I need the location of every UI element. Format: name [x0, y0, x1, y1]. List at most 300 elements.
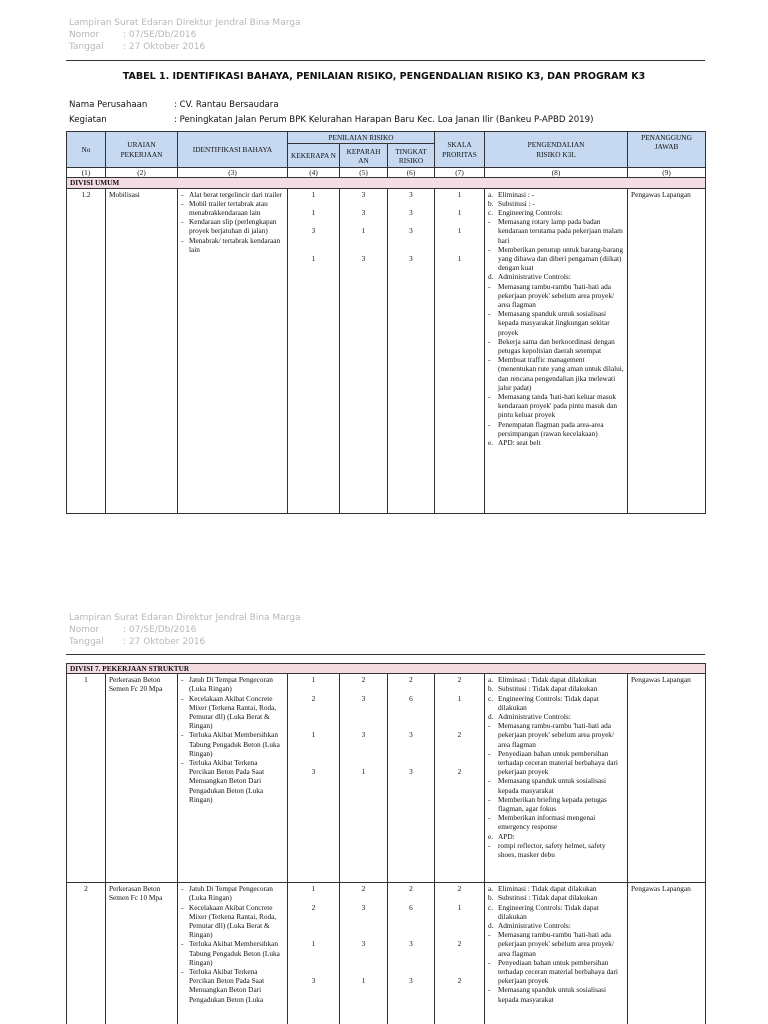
control-item — [488, 841, 624, 859]
score-value — [391, 740, 431, 749]
score-value — [291, 749, 336, 758]
control-text: Bekerja sama dan berkoordinasi dengan petugas kepolisian daerah setempat — [498, 336, 615, 356]
control-marker: - — [488, 309, 491, 319]
score-value: 3 — [361, 189, 366, 199]
score-value: 3 — [409, 253, 413, 263]
control-marker: - — [488, 813, 491, 823]
header-tanggal-label: Tanggal — [69, 42, 104, 52]
col-number: (9) — [628, 168, 706, 178]
table-row — [67, 188, 706, 513]
score-value: 1 — [311, 730, 316, 740]
row-keparahan — [340, 188, 388, 513]
score-value — [438, 684, 481, 693]
score-value: 1 — [457, 253, 462, 263]
activity-label: Kegiatan — [69, 115, 107, 125]
control-item — [488, 958, 624, 986]
control-marker: - — [488, 281, 491, 291]
col-number: (5) — [340, 168, 388, 178]
score-value — [291, 740, 336, 749]
score-value: 2 — [361, 884, 366, 894]
score-value — [291, 245, 336, 254]
score-value — [343, 217, 384, 226]
control-marker: a. — [488, 884, 494, 894]
header-nomor-value: : 07/SE/Db/2016 — [123, 625, 197, 635]
col-number: (8) — [485, 168, 628, 178]
score-value — [391, 958, 431, 967]
score-value: 2 — [361, 675, 366, 685]
control-marker: - — [488, 721, 491, 731]
doc-header-page1 — [69, 17, 300, 53]
row-no: 2 — [67, 883, 106, 1024]
control-text: Memasang spanduk untuk sosialisasi kepada masyarakat lingkungan sekitar proyek — [498, 309, 610, 337]
control-item — [488, 694, 624, 712]
control-item — [488, 245, 624, 273]
header-tanggal-value: : 27 Oktober 2016 — [123, 637, 206, 647]
score-value — [291, 949, 336, 958]
score-value: 1 — [311, 884, 316, 894]
header-line1: Lampiran Surat Edaran Direktur Jendral Bina Marga — [69, 613, 301, 623]
hazard-item: - Kecelakaan Akibat Concrete Mixer (Terkena Rantai, Roda, Pemutar dll) (Luka Berat & Ringan) — [181, 903, 284, 940]
control-text: Substitusi : - — [498, 198, 535, 208]
row-kekerapan — [288, 883, 340, 1024]
control-item — [488, 309, 624, 337]
score-value: 1 — [457, 208, 462, 217]
col-number: (1) — [67, 168, 106, 178]
row-no: 1 — [67, 674, 106, 883]
control-item — [488, 893, 624, 902]
header-line1: Lampiran Surat Edaran Direktur Jendral Bina Marga — [69, 18, 301, 28]
score-value — [438, 758, 481, 767]
score-value — [391, 949, 431, 958]
col-skala-header: SKALA PRORITAS — [435, 132, 485, 168]
score-value — [291, 721, 336, 730]
col-penanggung-header: PENANGGUNG JAWAB — [628, 132, 706, 168]
score-value — [391, 930, 431, 939]
score-value — [391, 199, 431, 208]
score-value — [438, 217, 481, 226]
control-text: Memasang rambu-rambu 'hati-hati ada pekerjaan proyek' sebelum area proyek/ area flagman — [498, 930, 614, 958]
score-value — [438, 245, 481, 254]
score-value — [291, 930, 336, 939]
control-item — [488, 208, 624, 217]
control-text: Memasang spanduk untuk sosialisasi kepada masyarakat — [498, 776, 607, 795]
division-row — [67, 178, 706, 188]
score-value — [391, 245, 431, 254]
score-value — [343, 893, 384, 902]
row-tingkat — [388, 883, 435, 1024]
score-value: 3 — [361, 939, 366, 949]
score-value — [438, 712, 481, 721]
row-skala — [435, 883, 485, 1024]
col-uraian-header: URAIAN PEKERJAAN — [106, 132, 178, 168]
score-value — [391, 721, 431, 730]
score-value — [438, 749, 481, 758]
score-value — [343, 949, 384, 958]
control-item — [488, 199, 624, 208]
control-item — [488, 420, 624, 438]
score-value — [391, 967, 431, 976]
control-marker: d. — [488, 272, 494, 282]
row-keparahan — [340, 883, 388, 1024]
hazard-item: - Kendaraan slip (perlengkapan proyek berjatuhan di jalan) — [181, 217, 284, 235]
control-marker: - — [488, 930, 491, 940]
score-value: 3 — [409, 189, 413, 199]
row-tingkat — [388, 188, 435, 513]
score-value — [438, 199, 481, 208]
control-text: Engineering Controls: Tidak dapat dilakukan — [498, 693, 599, 712]
hazard-item: - Alat berat tergelincir dari trailer — [181, 190, 284, 199]
control-text: Penyediaan bahan untuk pembersihan terhadap ceceran material berbahaya dari pekerjaan proyek — [498, 957, 618, 986]
score-value: 2 — [311, 902, 316, 912]
control-marker: e. — [488, 831, 494, 841]
score-value: 3 — [409, 976, 413, 986]
score-value: 1 — [311, 208, 316, 217]
score-value: 2 — [457, 730, 462, 740]
score-value: 1 — [457, 902, 462, 912]
score-value: 6 — [409, 902, 413, 912]
control-item — [488, 337, 624, 355]
score-value: 6 — [409, 693, 413, 703]
control-text: Membuat traffic management (menentukan rute yang aman untuk dilalui, dan rencana pengendalian jika melewati jalur padat) — [498, 355, 624, 392]
control-text: Engineering Controls: — [498, 208, 563, 218]
company-label: Nama Perusahaan — [69, 100, 148, 110]
control-marker: - — [488, 957, 491, 967]
score-value — [438, 967, 481, 976]
control-marker: - — [488, 840, 491, 850]
score-value: 3 — [361, 730, 366, 740]
control-marker: b. — [488, 684, 494, 694]
score-value: 3 — [311, 767, 316, 777]
score-value — [343, 749, 384, 758]
score-value — [343, 740, 384, 749]
control-item — [488, 813, 624, 831]
control-text: Substitusi : Tidak dapat dilakukan — [498, 893, 598, 903]
hazard-item: - Terluka Akibat Terkena Percikan Beton Pada Saat Menuangkan Beton Dari Pengadukan Beton (Luka — [181, 967, 284, 1004]
score-value — [343, 199, 384, 208]
control-item — [488, 776, 624, 794]
score-value — [343, 958, 384, 967]
score-value: 1 — [311, 189, 316, 199]
control-marker: b. — [488, 893, 494, 903]
division-row — [67, 664, 706, 674]
score-value: 2 — [409, 675, 413, 685]
table-row — [67, 674, 706, 883]
column-number-row — [67, 168, 706, 178]
hazard-item: - Menabrak/ tertabrak kendaraan lain — [181, 236, 284, 254]
control-item — [488, 392, 624, 420]
control-item — [488, 355, 624, 392]
hazard-item: - Jatuh Di Tempat Pengecoran (Luka Ringan) — [181, 675, 284, 693]
score-value — [391, 758, 431, 767]
score-value: 3 — [361, 693, 366, 703]
row-controls — [485, 883, 628, 1024]
doc-header-page2 — [69, 612, 300, 648]
score-value: 1 — [311, 675, 316, 685]
score-value — [343, 721, 384, 730]
control-marker: - — [488, 419, 491, 429]
score-value — [291, 236, 336, 245]
score-value — [391, 684, 431, 693]
score-value — [291, 712, 336, 721]
score-value — [343, 912, 384, 921]
control-marker: - — [488, 748, 491, 758]
header-nomor-label: Nomor — [69, 625, 100, 635]
control-marker: - — [488, 244, 491, 254]
row-hazards — [178, 883, 288, 1024]
score-value — [391, 236, 431, 245]
row-tingkat — [388, 674, 435, 883]
activity-line — [69, 115, 593, 125]
control-marker: c. — [488, 902, 494, 912]
row-skala — [435, 674, 485, 883]
col-no-header: No — [67, 132, 106, 168]
score-value: 1 — [457, 189, 462, 199]
score-value — [391, 217, 431, 226]
score-value: 1 — [457, 693, 462, 703]
score-value — [438, 958, 481, 967]
score-value: 3 — [361, 208, 366, 217]
control-marker: b. — [488, 198, 494, 208]
score-value — [391, 912, 431, 921]
control-text: Substitusi : Tidak dapat dilakukan — [498, 684, 598, 694]
score-value: 1 — [457, 226, 462, 236]
control-text: Administrative Controls: — [498, 272, 571, 282]
control-text: APD: seat belt — [498, 438, 541, 448]
hazard-item: - Terluka Akibat Membersihkan Tabung Pengaduk Beton (Luka Ringan) — [181, 730, 284, 758]
row-controls — [485, 188, 628, 513]
score-value — [291, 958, 336, 967]
control-marker: - — [488, 776, 491, 786]
control-item — [488, 217, 624, 245]
row-uraian: Perkerasan Beton Semen Fc 20 Mpa — [106, 674, 178, 883]
score-value: 3 — [409, 730, 413, 740]
risk-table-page2 — [66, 663, 706, 1024]
row-controls — [485, 674, 628, 883]
score-value: 1 — [361, 976, 366, 986]
control-item — [488, 684, 624, 693]
score-value — [343, 236, 384, 245]
header-nomor-label: Nomor — [69, 30, 100, 40]
control-text: Memasang rotary lamp pada badan kendaraan terutama pada pekerjaan malam hari — [498, 217, 623, 245]
control-marker: a. — [488, 675, 494, 685]
score-value — [438, 703, 481, 712]
score-value — [391, 703, 431, 712]
control-text: Administrative Controls: — [498, 921, 571, 931]
risk-table-page1 — [66, 131, 706, 514]
score-value: 3 — [361, 253, 366, 263]
score-value — [291, 684, 336, 693]
col-number: (2) — [106, 168, 178, 178]
control-text: rompi reflector, safety helmet, safety shoes, masker debu — [498, 840, 606, 860]
control-text: Memberikan informasi mengenai emergency response — [498, 813, 596, 832]
col-penilaian-header: PENILAIAN RISIKO — [288, 132, 435, 144]
control-marker: e. — [488, 438, 494, 448]
hazard-item: - Terluka Akibat Membersihkan Tabung Pengaduk Beton (Luka Ringan) — [181, 939, 284, 967]
score-value — [343, 245, 384, 254]
control-marker: - — [488, 985, 491, 995]
control-marker: a. — [488, 189, 494, 199]
hazard-item: - Kecelakaan Akibat Concrete Mixer (Terkena Rantai, Roda, Pemutar dll) (Luka Berat & Ringan) — [181, 694, 284, 731]
score-value — [438, 893, 481, 902]
row-uraian: Mobilisasi — [106, 188, 178, 513]
control-item — [488, 721, 624, 749]
company-value: : CV. Rantau Bersaudara — [174, 100, 279, 110]
col-number: (7) — [435, 168, 485, 178]
row-skala — [435, 188, 485, 513]
control-text: Memasang rambu-rambu 'hati-hati ada pekerjaan proyek' sebelum area proyek/ area flagman — [498, 721, 614, 749]
score-value — [438, 236, 481, 245]
hazard-item: - Jatuh Di Tempat Pengecoran (Luka Ringan) — [181, 884, 284, 902]
score-value: 3 — [311, 226, 316, 236]
score-value — [291, 893, 336, 902]
col-pengendalian-header: PENGENDALIAN RISIKO K3L — [485, 132, 628, 168]
header-tanggal-label: Tanggal — [69, 637, 104, 647]
company-line — [69, 100, 279, 110]
hazard-item: - Mobil trailer tertabrak atau menabrakkendaraan lain — [181, 199, 284, 217]
score-value — [291, 199, 336, 208]
score-value: 2 — [311, 693, 316, 703]
control-text: Eliminasi : Tidak dapat dilakukan — [498, 884, 597, 894]
col-number: (6) — [388, 168, 435, 178]
table-title: TABEL 1. IDENTIFIKASI BAHAYA, PENILAIAN RISIKO, PENGENDALIAN RISIKO K3, DAN PROGRAM K3 — [122, 71, 646, 82]
activity-value: : Peningkatan Jalan Perum BPK Kelurahan Harapan Baru Kec. Loa Janan Ilir (Bankeu P-APBD 2019) — [174, 115, 594, 125]
score-value: 2 — [457, 939, 462, 949]
control-marker: - — [488, 217, 491, 227]
row-pj: Pengawas Lapangan — [628, 883, 706, 1024]
row-kekerapan — [288, 188, 340, 513]
control-marker: c. — [488, 208, 494, 218]
header-tanggal-value: : 27 Oktober 2016 — [123, 42, 206, 52]
control-text: Memberikan briefing kepada petugas flagman, agar fokus — [498, 794, 607, 814]
control-item — [488, 712, 624, 721]
control-item — [488, 884, 624, 893]
control-item — [488, 795, 624, 813]
col-number: (3) — [178, 168, 288, 178]
control-item — [488, 832, 624, 841]
row-hazards — [178, 674, 288, 883]
col-kekerapan-header: KEKERAPA N — [288, 144, 340, 168]
score-value — [291, 217, 336, 226]
score-value: 2 — [409, 884, 413, 894]
score-value — [291, 921, 336, 930]
score-value — [391, 921, 431, 930]
row-kekerapan — [288, 674, 340, 883]
control-item — [488, 930, 624, 958]
row-keparahan — [340, 674, 388, 883]
control-text: Memberikan penutup untuk barang-barang yang dibawa dan diberi pengaman (diikat) dengan kuat — [498, 244, 624, 273]
score-value — [291, 703, 336, 712]
row-hazards — [178, 188, 288, 513]
control-marker: - — [488, 355, 491, 365]
header-nomor-value: : 07/SE/Db/2016 — [123, 30, 197, 40]
control-marker: d. — [488, 712, 494, 722]
control-text: Administrative Controls: — [498, 712, 571, 722]
score-value — [391, 893, 431, 902]
control-item — [488, 190, 624, 199]
score-value: 2 — [457, 675, 462, 685]
table-row — [67, 883, 706, 1024]
control-item — [488, 921, 624, 930]
control-text: Engineering Controls: Tidak dapat dilakukan — [498, 902, 599, 921]
control-text: Eliminasi : - — [498, 189, 535, 199]
control-item — [488, 675, 624, 684]
score-value — [438, 721, 481, 730]
score-value: 3 — [311, 976, 316, 986]
score-value — [438, 949, 481, 958]
score-value: 3 — [409, 226, 413, 236]
control-item — [488, 985, 624, 1003]
control-text: Penempatan flagman pada area-area persimpangan (rawan kecelakaan) — [498, 419, 604, 438]
score-value — [343, 684, 384, 693]
col-number: (4) — [288, 168, 340, 178]
control-text: Memasang spanduk untuk sosialisasi kepada masyarakat — [498, 985, 607, 1004]
score-value — [438, 912, 481, 921]
score-value — [391, 749, 431, 758]
control-text: APD: — [498, 831, 515, 841]
row-pj: Pengawas Lapangan — [628, 188, 706, 513]
control-text: Eliminasi : Tidak dapat dilakukan — [498, 675, 597, 685]
control-item — [488, 903, 624, 921]
score-value — [291, 967, 336, 976]
score-value: 2 — [457, 767, 462, 777]
division-title: DIVISI UMUM — [67, 178, 706, 188]
control-item — [488, 438, 624, 447]
row-no: 1.2 — [67, 188, 106, 513]
score-value: 1 — [311, 939, 316, 949]
score-value: 3 — [409, 939, 413, 949]
control-text: Memasang tanda 'hati-hati keluar masuk kendaraan proyek' pada pintu masuk dan pintu keluar proyek — [498, 392, 618, 420]
score-value — [391, 712, 431, 721]
score-value — [343, 703, 384, 712]
control-text: Memasang rambu-rambu 'hati-hati ada pekerjaan proyek' sebelum area proyek/ area flagman — [498, 281, 614, 310]
score-value — [291, 758, 336, 767]
score-value: 1 — [311, 253, 316, 263]
hazard-item: - Terluka Akibat Terkena Percikan Beton Pada Saat Menuangkan Beton Dari Pengadukan Beton (Luka Ringan) — [181, 758, 284, 804]
score-value: 3 — [361, 902, 366, 912]
control-item — [488, 272, 624, 281]
score-value: 3 — [409, 208, 413, 217]
score-value — [438, 921, 481, 930]
control-marker: d. — [488, 921, 494, 931]
control-marker: - — [488, 794, 491, 804]
score-value — [291, 912, 336, 921]
control-marker: c. — [488, 693, 494, 703]
control-marker: - — [488, 336, 491, 346]
control-marker: - — [488, 392, 491, 402]
score-value — [343, 967, 384, 976]
score-value: 2 — [457, 976, 462, 986]
score-value — [343, 921, 384, 930]
col-identifikasi-header: IDENTIFIKASI BAHAYA — [178, 132, 288, 168]
score-value: 2 — [457, 884, 462, 894]
row-pj: Pengawas Lapangan — [628, 674, 706, 883]
col-tingkat-header: TINGKAT RISIKO — [388, 144, 435, 168]
score-value — [343, 930, 384, 939]
header-divider — [66, 654, 705, 655]
score-value — [438, 930, 481, 939]
col-keparahan-header: KEPARAH AN — [340, 144, 388, 168]
control-item — [488, 749, 624, 777]
score-value: 1 — [361, 226, 366, 236]
row-uraian: Perkerasan Beton Semen Fc 10 Mpa — [106, 883, 178, 1024]
control-item — [488, 282, 624, 310]
division-title: DIVISI 7. PEKERJAAN STRUKTUR — [67, 664, 706, 674]
score-value — [438, 740, 481, 749]
score-value — [343, 758, 384, 767]
score-value: 3 — [409, 767, 413, 777]
control-text: Penyediaan bahan untuk pembersihan terhadap ceceran material berbahaya dari pekerjaan proyek — [498, 748, 618, 777]
score-value — [343, 712, 384, 721]
